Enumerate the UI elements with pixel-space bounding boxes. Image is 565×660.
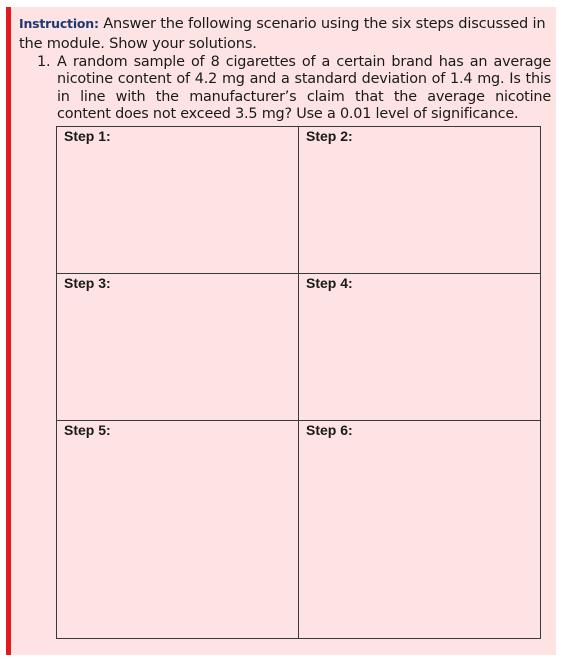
steps-table bbox=[56, 126, 541, 639]
question-number: 1. bbox=[37, 54, 51, 70]
step-2-label: Step 2: bbox=[306, 128, 353, 144]
step-3-cell[interactable] bbox=[57, 274, 298, 420]
step-6-cell[interactable] bbox=[299, 421, 540, 638]
step-4-label: Step 4: bbox=[306, 275, 353, 291]
step-5-cell[interactable] bbox=[57, 421, 298, 638]
step-6-label: Step 6: bbox=[306, 422, 353, 438]
instruction-text: Answer the following scenario using the six steps discussed in the module. Show your solutions. bbox=[19, 15, 546, 52]
question-text: A random sample of 8 cigarettes of a certain brand has an average nicotine content of 4.2 mg and a standard deviation of 1.4 mg. Is this in line with the manufacturer’s claim that the average nicotine content does not exceed 3.5 mg? Use a 0.01 level of significance. bbox=[57, 54, 551, 122]
step-1-cell[interactable] bbox=[57, 127, 298, 273]
step-3-label: Step 3: bbox=[64, 275, 111, 291]
accent-bar bbox=[6, 7, 11, 655]
instruction-paragraph bbox=[19, 14, 551, 54]
instruction-lead: Instruction: bbox=[19, 16, 99, 31]
step-5-label: Step 5: bbox=[64, 422, 111, 438]
step-2-cell[interactable] bbox=[299, 127, 540, 273]
step-1-label: Step 1: bbox=[64, 128, 111, 144]
step-4-cell[interactable] bbox=[299, 274, 540, 420]
question-item bbox=[37, 54, 551, 123]
